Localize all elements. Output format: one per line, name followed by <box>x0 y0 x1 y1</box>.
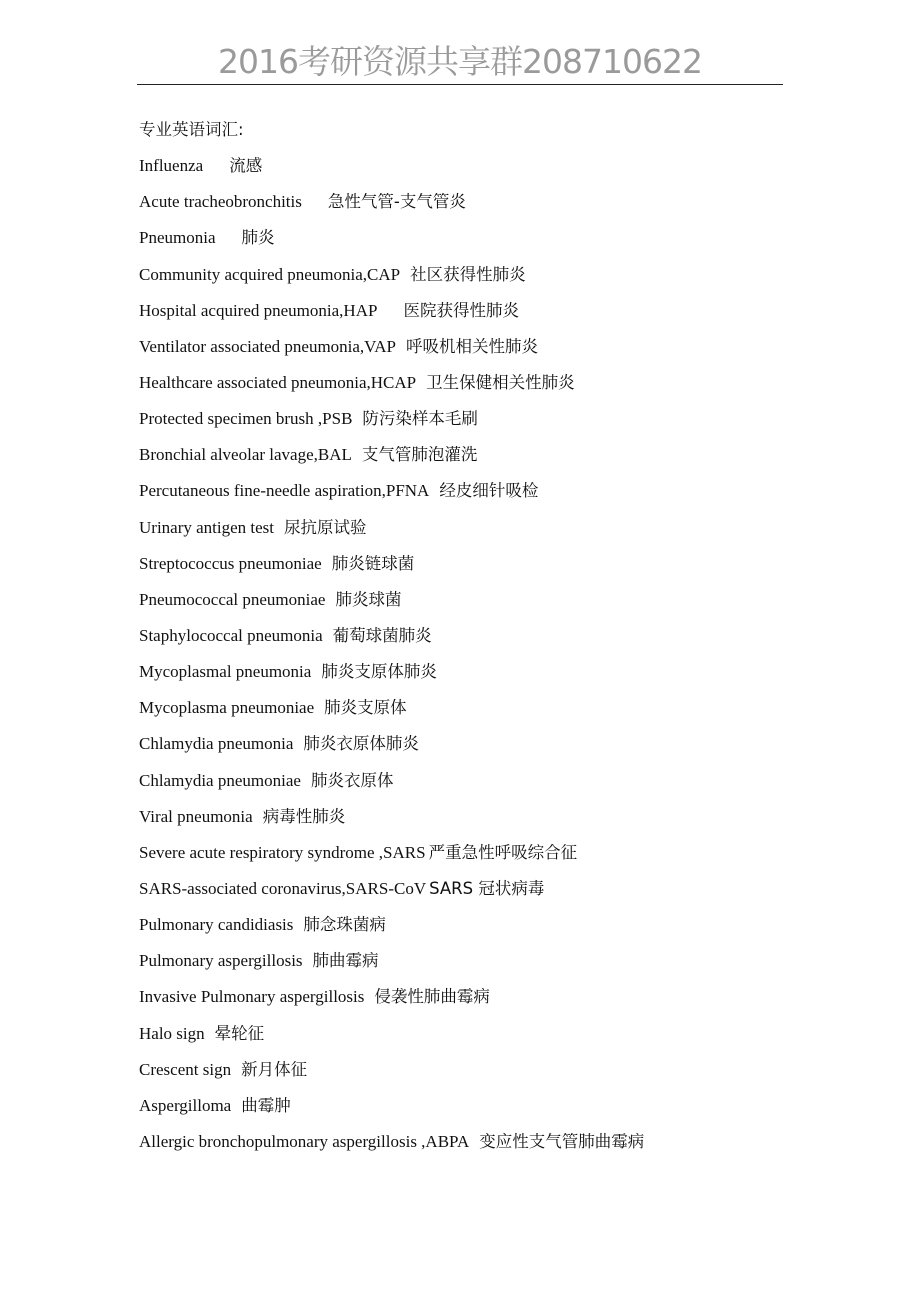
term-chinese: 流感 <box>229 156 263 176</box>
term-chinese: 尿抗原试验 <box>284 517 367 537</box>
term-row <box>139 730 839 766</box>
term-chinese: 肺炎球菌 <box>335 589 402 609</box>
term-row <box>139 1128 839 1164</box>
term-row <box>139 441 839 477</box>
term-english: Pneumonia <box>139 228 216 248</box>
term-english: Influenza <box>139 156 204 176</box>
term-chinese: 晕轮征 <box>214 1023 265 1043</box>
section-title: 专业英语词汇: <box>139 120 244 139</box>
term-row <box>139 224 839 260</box>
term-row <box>139 369 839 405</box>
term-chinese: 卫生保健相关性肺炎 <box>426 372 575 392</box>
term-row <box>139 152 839 188</box>
term-chinese: 侵袭性肺曲霉病 <box>374 987 490 1007</box>
term-row <box>139 514 839 550</box>
term-english: Aspergilloma <box>139 1095 232 1115</box>
term-english: Percutaneous fine-needle aspiration,PFNA <box>139 481 430 501</box>
term-chinese: 肺念珠菌病 <box>303 915 386 935</box>
term-english: Chlamydia pneumoniae <box>139 770 301 790</box>
term-english: Chlamydia pneumonia <box>139 734 294 754</box>
term-chinese: 支气管肺泡灌洗 <box>361 445 478 465</box>
term-row <box>139 297 839 333</box>
term-row <box>139 875 839 911</box>
term-english: Urinary antigen test <box>139 517 275 537</box>
term-english: Viral pneumonia <box>139 806 253 826</box>
term-english: Pulmonary candidiasis <box>139 915 294 935</box>
term-row <box>139 839 839 875</box>
term-chinese: 社区获得性肺炎 <box>410 264 526 284</box>
term-english: Halo sign <box>139 1023 205 1043</box>
vocabulary-list <box>139 116 839 1164</box>
term-row <box>139 550 839 586</box>
term-row <box>139 658 839 694</box>
term-row <box>139 1056 839 1092</box>
term-english: Mycoplasma pneumoniae <box>139 698 315 718</box>
term-row <box>139 803 839 839</box>
page-header-title: 2016考研资源共享群208710622 <box>218 42 702 81</box>
term-english: Bronchial alveolar lavage,BAL <box>139 445 352 465</box>
term-english: Crescent sign <box>139 1059 232 1079</box>
term-english: Invasive Pulmonary aspergillosis <box>139 987 365 1007</box>
term-row <box>139 694 839 730</box>
term-english: Ventilator associated pneumonia,VAP <box>139 336 397 356</box>
term-row <box>139 333 839 369</box>
term-english: Hospital acquired pneumonia,HAP <box>139 300 378 320</box>
term-chinese: 肺炎链球菌 <box>331 553 415 573</box>
term-chinese: 肺炎衣原体肺炎 <box>303 734 419 754</box>
term-chinese: 变应性支气管肺曲霉病 <box>479 1131 645 1151</box>
term-row <box>139 477 839 513</box>
term-chinese: 新月体征 <box>241 1059 308 1079</box>
term-chinese: 严重急性呼吸综合征 <box>428 842 578 862</box>
term-english: Community acquired pneumonia,CAP <box>139 264 401 284</box>
term-english: Mycoplasmal pneumonia <box>139 662 312 682</box>
term-chinese: 葡萄球菌肺炎 <box>332 625 432 645</box>
term-chinese: 肺炎 <box>241 228 275 248</box>
term-chinese: 肺曲霉病 <box>312 951 379 971</box>
term-english: Severe acute respiratory syndrome ,SARS <box>139 842 426 862</box>
term-row <box>139 405 839 441</box>
term-english: Streptococcus pneumoniae <box>139 553 322 573</box>
term-english: Pulmonary aspergillosis <box>139 951 303 971</box>
term-chinese: 肺炎支原体 <box>324 698 407 718</box>
term-row <box>139 261 839 297</box>
term-chinese: 病毒性肺炎 <box>262 806 346 826</box>
term-english: Healthcare associated pneumonia,HCAP <box>139 372 417 392</box>
header-divider <box>137 84 783 85</box>
term-row <box>139 586 839 622</box>
term-chinese: 呼吸机相关性肺炎 <box>406 336 539 356</box>
term-chinese: 肺炎衣原体 <box>310 770 394 790</box>
term-english: Staphylococcal pneumonia <box>139 625 323 645</box>
term-english: Protected specimen brush ,PSB <box>139 409 353 429</box>
term-english: Pneumococcal pneumoniae <box>139 589 326 609</box>
term-english: Acute tracheobronchitis <box>139 192 302 212</box>
term-row <box>139 188 839 224</box>
term-row <box>139 1020 839 1056</box>
term-chinese: 曲霉肿 <box>241 1095 291 1115</box>
term-row <box>139 947 839 983</box>
term-english: SARS-associated coronavirus,SARS-CoV <box>139 878 427 898</box>
term-english: Allergic bronchopulmonary aspergillosis ,ABPA <box>139 1131 470 1151</box>
term-row <box>139 622 839 658</box>
term-row <box>139 1092 839 1128</box>
term-row <box>139 767 839 803</box>
term-chinese: SARS 冠状病毒 <box>429 878 545 898</box>
term-row <box>139 911 839 947</box>
term-chinese: 急性气管-支气管炎 <box>327 192 466 212</box>
term-chinese: 肺炎支原体肺炎 <box>321 662 437 682</box>
term-chinese: 经皮细针吸检 <box>439 481 539 501</box>
term-chinese: 医院获得性肺炎 <box>403 300 519 320</box>
term-chinese: 防污染样本毛刷 <box>362 409 478 429</box>
term-row <box>139 983 839 1019</box>
